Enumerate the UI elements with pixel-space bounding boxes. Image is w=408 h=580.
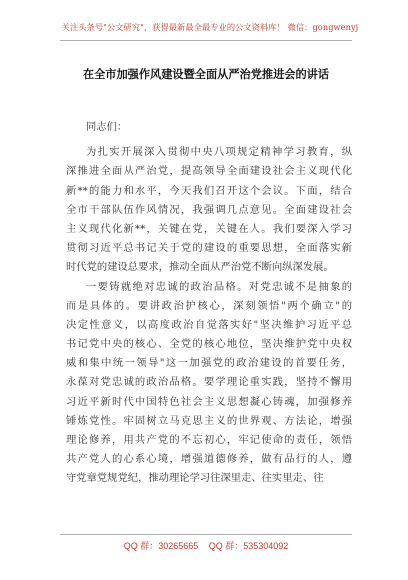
paragraph-line: 新**的能力和水平，今天我们召开这个会议。下面，结合 bbox=[66, 184, 352, 197]
paragraph-line: 主义现代化新**，关键在党，关键在人。我们要深入学习 bbox=[66, 222, 352, 235]
paragraph bbox=[66, 143, 352, 277]
header-banner: 关注头条号"公文研究"，获得最新最全最专业的公文资料库！ 微信：gongwenyj bbox=[61, 22, 359, 32]
paragraphs-container bbox=[66, 143, 352, 488]
paragraph-line: 守党章党规党纪，推动理论学习往深里走、往实里走、往 bbox=[66, 472, 324, 485]
paragraph-line: 习近平新时代中国特色社会主义思想凝心铸魂，加强修养 bbox=[66, 395, 352, 408]
paragraph-line: 永葆对党忠诚的政治品格。要学理论重实践，坚持不懈用 bbox=[66, 376, 352, 389]
footer-contacts bbox=[60, 539, 352, 552]
paragraph-line: 锤炼党性。牢固树立马克思主义的世界观、方法论，增强 bbox=[66, 414, 352, 427]
paragraph-line: 理论修养，用共产党的不忘初心，牢记使命的责任，领悟 bbox=[66, 434, 352, 446]
paragraph-line: 时代党的建设总要求，推动全面从严治党不断向纵深发展。 bbox=[66, 261, 334, 274]
footer-qq-group-1: QQ 群：30265665 bbox=[123, 541, 199, 551]
footer-qq-group-2: QQ 群：535304092 bbox=[208, 541, 289, 551]
document-title: 在全市加强作风建设暨全面从严治党推进会的讲话 bbox=[82, 67, 330, 81]
document-body bbox=[66, 118, 352, 489]
paragraph-line: 为扎实开展深入贯彻中央八项规定精神学习教育，纵 bbox=[86, 146, 352, 159]
paragraph-line: 深推进全面从严治党，提高领导全面建设社会主义现代化 bbox=[66, 165, 352, 178]
greeting: 同志们： bbox=[86, 121, 128, 133]
footer bbox=[60, 534, 352, 557]
paragraph-line: 威和集中统一领导"这一加强党的政治建设的首要任务， bbox=[66, 357, 352, 370]
paragraph-line: 共产党人的心系心境，增强道德修养，做有品行的人，遵 bbox=[66, 453, 352, 466]
paragraph-line: 决定性意义，以高度政治自觉落实好"坚决维护习近平总 bbox=[66, 318, 352, 331]
paragraph-line: 贯彻习近平总书记关于党的建设的重要思想，全面落实新 bbox=[66, 242, 352, 255]
paragraph-line: 书记党中央的核心、全党的核心地位，坚决维护党中央权 bbox=[66, 338, 352, 351]
paragraph-line: 一要铸就绝对忠诚的政治品格。对党忠诚不是抽象的 bbox=[86, 280, 352, 293]
paragraph-line: 而是具体的。要讲政治护核心，深刻领悟"两个确立"的 bbox=[66, 299, 352, 312]
paragraph-line: 全市干部队伍作风情况，我强调几点意见。全面建设社会 bbox=[66, 203, 352, 216]
paragraph bbox=[66, 278, 352, 489]
header-divider bbox=[60, 40, 352, 41]
